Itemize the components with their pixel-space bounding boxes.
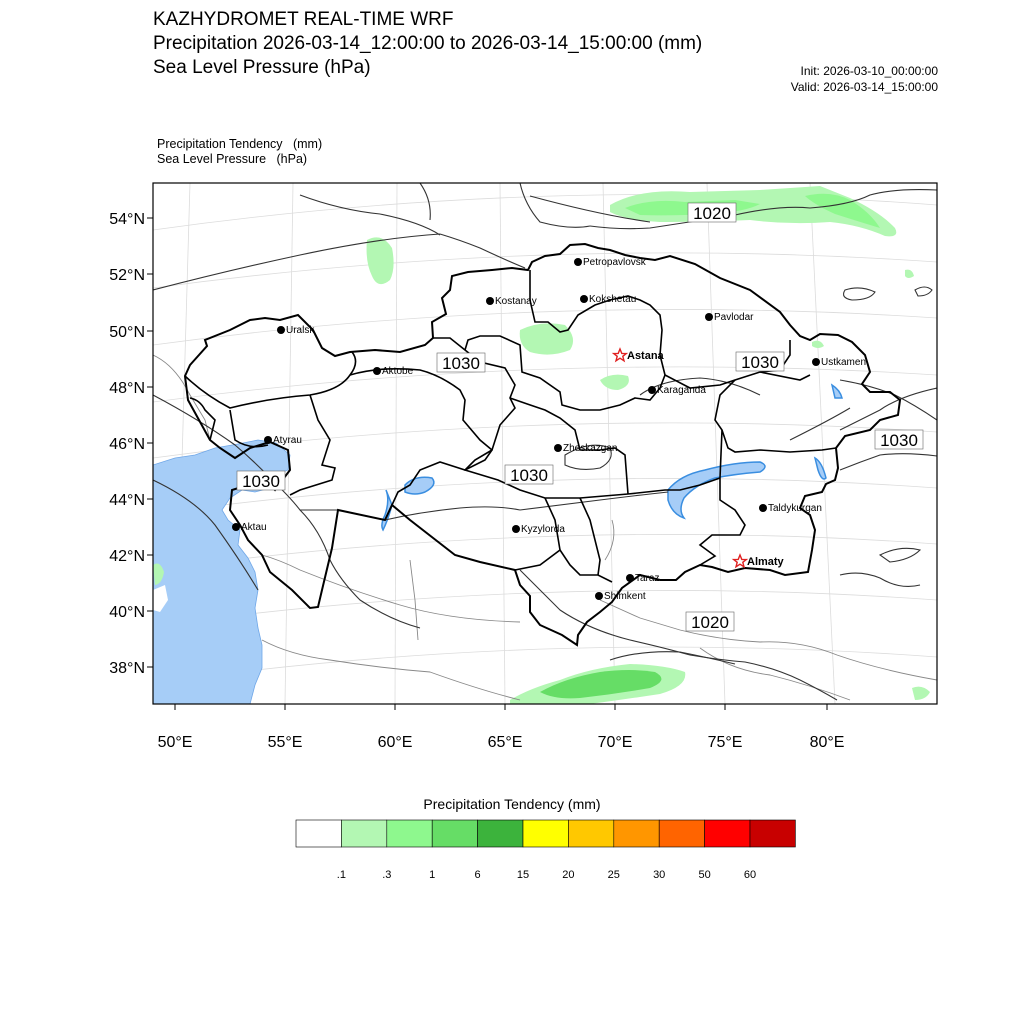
svg-text:Aktau: Aktau xyxy=(241,522,267,533)
svg-text:Taraz: Taraz xyxy=(635,573,660,584)
svg-text:Almaty: Almaty xyxy=(747,556,784,568)
isobar-label xyxy=(736,352,784,372)
svg-text:50°N: 50°N xyxy=(109,324,145,341)
svg-text:75°E: 75°E xyxy=(707,734,743,751)
colorbar-swatch xyxy=(478,820,523,847)
colorbar-swatch xyxy=(523,820,568,847)
svg-text:65°E: 65°E xyxy=(487,734,523,751)
colorbar-swatch xyxy=(659,820,704,847)
init-time: Init: 2026-03-10_00:00:00 xyxy=(800,64,938,78)
svg-text:Kokshetau: Kokshetau xyxy=(589,294,637,305)
lat-label xyxy=(109,604,153,621)
svg-text:Astana: Astana xyxy=(627,350,664,362)
svg-text:1030: 1030 xyxy=(510,466,548,485)
city-marker-shimkent xyxy=(595,591,646,602)
svg-text:Pavlodar: Pavlodar xyxy=(714,312,754,323)
svg-text:Shimkent: Shimkent xyxy=(604,591,646,602)
svg-text:38°N: 38°N xyxy=(109,660,145,677)
colorbar-tick-label: 60 xyxy=(743,869,757,881)
svg-text:46°N: 46°N xyxy=(109,436,145,453)
isobar-label xyxy=(875,430,923,450)
city-marker-ustkamen xyxy=(812,357,866,368)
svg-text:50°E: 50°E xyxy=(157,734,193,751)
isobar-label xyxy=(505,465,553,485)
svg-text:Karaganda: Karaganda xyxy=(657,385,706,396)
lat-label xyxy=(109,660,153,677)
city-marker-taldykurgan xyxy=(759,503,822,514)
svg-text:42°N: 42°N xyxy=(109,548,145,565)
lat-label xyxy=(109,380,153,397)
lat-label xyxy=(109,436,153,453)
city-marker-karaganda xyxy=(648,385,706,396)
colorbar-tick-label: 50 xyxy=(698,869,711,881)
svg-text:54°N: 54°N xyxy=(109,211,145,228)
colorbar-swatch xyxy=(341,820,386,847)
city-marker-kyzylorda xyxy=(512,524,565,535)
svg-text:80°E: 80°E xyxy=(809,734,845,751)
colorbar-swatch xyxy=(614,820,659,847)
svg-text:Petropavlovsk: Petropavlovsk xyxy=(583,257,646,268)
city-marker-kostanay xyxy=(486,296,537,307)
svg-text:1030: 1030 xyxy=(880,431,918,450)
city-marker-zheskazgan xyxy=(554,443,617,454)
chart-title-line3: Sea Level Pressure (hPa) xyxy=(153,57,371,78)
svg-text:44°N: 44°N xyxy=(109,492,145,509)
city-marker-aktobe xyxy=(373,366,414,377)
lat-label xyxy=(109,324,153,341)
lat-axis xyxy=(109,211,153,677)
colorbar-tick-label: 30 xyxy=(653,869,666,881)
svg-text:Kostanay: Kostanay xyxy=(495,296,537,307)
lat-label xyxy=(109,492,153,509)
colorbar xyxy=(296,820,795,881)
lon-label xyxy=(708,704,743,751)
lon-label xyxy=(810,704,845,751)
svg-text:Uralsk: Uralsk xyxy=(286,325,315,336)
colorbar-tick-label: 25 xyxy=(607,869,620,881)
svg-text:40°N: 40°N xyxy=(109,604,145,621)
svg-text:60°E: 60°E xyxy=(377,734,413,751)
svg-text:52°N: 52°N xyxy=(109,267,145,284)
subtitle-slp: Sea Level Pressure (hPa) xyxy=(157,152,308,166)
svg-text:Taldykurgan: Taldykurgan xyxy=(768,503,822,514)
city-marker-uralsk xyxy=(277,325,315,336)
subtitle-precip: Precipitation Tendency (mm) xyxy=(157,137,323,151)
lon-axis xyxy=(158,704,845,751)
colorbar-swatch xyxy=(568,820,613,847)
lon-label xyxy=(378,704,413,751)
lon-label xyxy=(598,704,633,751)
lon-label xyxy=(488,704,523,751)
valid-time: Valid: 2026-03-14_15:00:00 xyxy=(790,80,938,94)
svg-text:1030: 1030 xyxy=(741,353,779,372)
colorbar-title: Precipitation Tendency (mm) xyxy=(423,796,601,812)
svg-text:Kyzylorda: Kyzylorda xyxy=(521,524,565,535)
svg-text:70°E: 70°E xyxy=(597,734,633,751)
colorbar-swatch xyxy=(432,820,477,847)
colorbar-swatch xyxy=(750,820,795,847)
colorbar-tick-label: 15 xyxy=(516,869,530,881)
city-marker-astana xyxy=(614,349,665,362)
chart-title-line2: Precipitation 2026-03-14_12:00:00 to 2026-03-14_15:00:00 (mm) xyxy=(153,33,703,54)
lon-label xyxy=(158,704,193,751)
lat-label xyxy=(109,267,153,284)
city-marker-kokshetau xyxy=(580,294,636,305)
lon-label xyxy=(268,704,303,751)
city-marker-almaty xyxy=(734,555,785,568)
svg-text:1030: 1030 xyxy=(242,472,280,491)
chart-title-line1: KAZHYDROMET REAL-TIME WRF xyxy=(153,9,454,30)
city-marker-petropavlovsk xyxy=(574,257,647,268)
svg-text:1030: 1030 xyxy=(442,354,480,373)
colorbar-swatch xyxy=(387,820,432,847)
lat-label xyxy=(109,548,153,565)
colorbar-tick-label: 1 xyxy=(429,869,436,881)
svg-text:Aktobe: Aktobe xyxy=(382,366,414,377)
colorbar-tick-label: 6 xyxy=(474,869,481,881)
colorbar-swatch xyxy=(296,820,341,847)
isobar-label xyxy=(688,203,736,223)
svg-text:1020: 1020 xyxy=(691,613,729,632)
svg-text:Ustkamen: Ustkamen xyxy=(821,357,867,368)
svg-text:1020: 1020 xyxy=(693,204,731,223)
lat-label xyxy=(109,211,153,228)
svg-text:48°N: 48°N xyxy=(109,380,145,397)
isobar-label xyxy=(437,353,485,373)
city-marker-pavlodar xyxy=(705,312,754,323)
colorbar-swatch xyxy=(705,820,750,847)
colorbar-tick-label: 20 xyxy=(562,869,575,881)
isobar-label xyxy=(686,612,734,632)
svg-text:Zheskazgan: Zheskazgan xyxy=(563,443,618,454)
colorbar-tick-label: .3 xyxy=(382,869,392,881)
svg-text:Atyrau: Atyrau xyxy=(273,435,302,446)
svg-text:55°E: 55°E xyxy=(267,734,303,751)
colorbar-tick-label: .1 xyxy=(336,869,346,881)
isobar-label xyxy=(237,471,285,491)
